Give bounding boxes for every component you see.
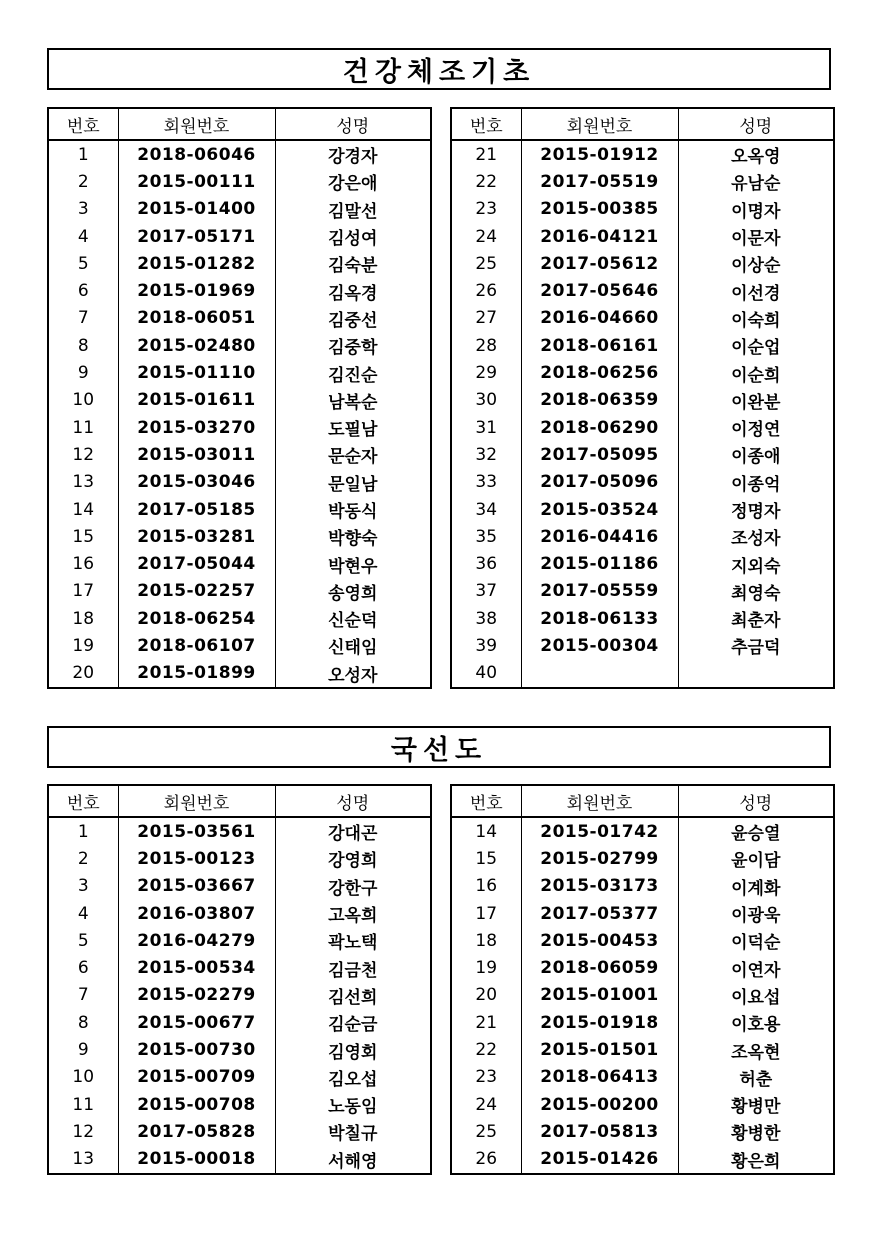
row-number: 5 [48, 250, 118, 277]
member-name: 이광욱 [678, 900, 834, 927]
member-id: 2015-01282 [118, 250, 275, 277]
table-row [48, 277, 431, 304]
row-number: 2 [48, 168, 118, 195]
member-name: 김옥경 [275, 277, 431, 304]
member-name: 김선희 [275, 982, 431, 1009]
member-name [678, 660, 834, 688]
member-name: 강은애 [275, 168, 431, 195]
row-number: 7 [48, 305, 118, 332]
member-name: 김영회 [275, 1036, 431, 1063]
header-name: 성명 [678, 785, 834, 817]
table-row [451, 873, 834, 900]
table-row [451, 1146, 834, 1174]
row-number: 13 [48, 469, 118, 496]
table-row [48, 578, 431, 605]
row-number: 20 [48, 660, 118, 688]
table-row [451, 660, 834, 688]
table-row [451, 845, 834, 872]
table-row [451, 496, 834, 523]
table-row [48, 927, 431, 954]
member-name: 김금천 [275, 954, 431, 981]
row-number: 11 [48, 414, 118, 441]
table-row [451, 523, 834, 550]
member-name: 박칠규 [275, 1118, 431, 1145]
row-number: 1 [48, 140, 118, 168]
member-id: 2017-05171 [118, 223, 275, 250]
member-name: 김숙분 [275, 250, 431, 277]
member-id: 2015-00709 [118, 1064, 275, 1091]
member-id: 2015-01001 [521, 982, 678, 1009]
table-row [451, 305, 834, 332]
member-id: 2015-01501 [521, 1036, 678, 1063]
member-id: 2017-05612 [521, 250, 678, 277]
row-number: 13 [48, 1146, 118, 1174]
member-name: 이숙희 [678, 305, 834, 332]
member-name: 윤이담 [678, 845, 834, 872]
member-name: 이연자 [678, 954, 834, 981]
member-name: 남복순 [275, 387, 431, 414]
row-number: 7 [48, 982, 118, 1009]
member-name: 도필남 [275, 414, 431, 441]
member-id [521, 660, 678, 688]
row-number: 3 [48, 873, 118, 900]
member-name: 문순자 [275, 441, 431, 468]
row-number: 24 [451, 223, 521, 250]
table-row [451, 550, 834, 577]
member-name: 윤승열 [678, 817, 834, 845]
member-name: 조성자 [678, 523, 834, 550]
member-id: 2017-05813 [521, 1118, 678, 1145]
row-number: 1 [48, 817, 118, 845]
table-row [48, 1064, 431, 1091]
table-row [451, 1036, 834, 1063]
table-row [451, 168, 834, 195]
row-number: 12 [48, 441, 118, 468]
member-name: 이종애 [678, 441, 834, 468]
row-number: 27 [451, 305, 521, 332]
member-name: 이계화 [678, 873, 834, 900]
member-id: 2015-00730 [118, 1036, 275, 1063]
table-row [48, 441, 431, 468]
row-number: 3 [48, 196, 118, 223]
member-id: 2018-06290 [521, 414, 678, 441]
table-row [48, 140, 431, 168]
member-name: 황병한 [678, 1118, 834, 1145]
member-id: 2015-00677 [118, 1009, 275, 1036]
member-name: 이순업 [678, 332, 834, 359]
row-number: 37 [451, 578, 521, 605]
member-name: 강영희 [275, 845, 431, 872]
member-name: 노동임 [275, 1091, 431, 1118]
row-number: 36 [451, 550, 521, 577]
member-name: 김중학 [275, 332, 431, 359]
table-row [48, 223, 431, 250]
table-row [451, 900, 834, 927]
member-id: 2017-05646 [521, 277, 678, 304]
member-id: 2015-03173 [521, 873, 678, 900]
member-name: 박동식 [275, 496, 431, 523]
member-id: 2015-02257 [118, 578, 275, 605]
row-number: 4 [48, 223, 118, 250]
row-number: 5 [48, 927, 118, 954]
table-row [451, 982, 834, 1009]
header-member-id: 회원번호 [521, 785, 678, 817]
member-id: 2018-06256 [521, 359, 678, 386]
section-title-2: 국선도 [47, 726, 831, 768]
member-id: 2015-03011 [118, 441, 275, 468]
row-number: 8 [48, 332, 118, 359]
member-name: 김말선 [275, 196, 431, 223]
member-id: 2015-00200 [521, 1091, 678, 1118]
row-number: 21 [451, 1009, 521, 1036]
table-row [451, 387, 834, 414]
row-number: 32 [451, 441, 521, 468]
roster-table-2-right [450, 784, 835, 1175]
table-row [48, 168, 431, 195]
member-id: 2015-03281 [118, 523, 275, 550]
member-id: 2017-05519 [521, 168, 678, 195]
row-number: 34 [451, 496, 521, 523]
row-number: 6 [48, 277, 118, 304]
member-id: 2015-00453 [521, 927, 678, 954]
table-row [451, 250, 834, 277]
member-id: 2015-03270 [118, 414, 275, 441]
member-name: 이정연 [678, 414, 834, 441]
member-id: 2018-06059 [521, 954, 678, 981]
row-number: 9 [48, 1036, 118, 1063]
table-row [48, 332, 431, 359]
table-header-row [451, 108, 834, 140]
roster-table-2-left [47, 784, 432, 1175]
row-number: 6 [48, 954, 118, 981]
member-name: 오성자 [275, 660, 431, 688]
member-id: 2018-06359 [521, 387, 678, 414]
table-header-row [48, 108, 431, 140]
table-row [451, 332, 834, 359]
row-number: 15 [451, 845, 521, 872]
table-row [48, 982, 431, 1009]
table-row [451, 1091, 834, 1118]
member-name: 최춘자 [678, 605, 834, 632]
member-name: 유남순 [678, 168, 834, 195]
table-row [451, 196, 834, 223]
member-name: 김오섭 [275, 1064, 431, 1091]
member-id: 2015-00708 [118, 1091, 275, 1118]
row-number: 25 [451, 250, 521, 277]
member-name: 김진순 [275, 359, 431, 386]
row-number: 23 [451, 1064, 521, 1091]
member-name: 박향숙 [275, 523, 431, 550]
row-number: 9 [48, 359, 118, 386]
table-row [451, 359, 834, 386]
member-id: 2018-06133 [521, 605, 678, 632]
table-row [48, 523, 431, 550]
row-number: 35 [451, 523, 521, 550]
table-row [48, 387, 431, 414]
member-id: 2015-01611 [118, 387, 275, 414]
header-number: 번호 [451, 108, 521, 140]
member-id: 2017-05185 [118, 496, 275, 523]
table-header-row [451, 785, 834, 817]
section-title-1: 건강체조기초 [47, 48, 831, 90]
member-id: 2015-00534 [118, 954, 275, 981]
member-name: 추금덕 [678, 632, 834, 659]
member-id: 2018-06161 [521, 332, 678, 359]
member-id: 2015-00111 [118, 168, 275, 195]
member-id: 2015-01969 [118, 277, 275, 304]
member-name: 이호용 [678, 1009, 834, 1036]
row-number: 14 [48, 496, 118, 523]
member-name: 이상순 [678, 250, 834, 277]
table-row [48, 1036, 431, 1063]
header-number: 번호 [451, 785, 521, 817]
member-name: 이완분 [678, 387, 834, 414]
member-id: 2017-05377 [521, 900, 678, 927]
member-id: 2015-03046 [118, 469, 275, 496]
row-number: 17 [451, 900, 521, 927]
member-id: 2015-01426 [521, 1146, 678, 1174]
row-number: 11 [48, 1091, 118, 1118]
member-name: 송영희 [275, 578, 431, 605]
member-id: 2016-04279 [118, 927, 275, 954]
member-id: 2015-03561 [118, 817, 275, 845]
member-id: 2016-04121 [521, 223, 678, 250]
header-name: 성명 [275, 108, 431, 140]
member-id: 2015-01918 [521, 1009, 678, 1036]
table-row [451, 1118, 834, 1145]
member-id: 2017-05828 [118, 1118, 275, 1145]
member-id: 2017-05559 [521, 578, 678, 605]
member-name: 이덕순 [678, 927, 834, 954]
table-row [48, 359, 431, 386]
row-number: 26 [451, 1146, 521, 1174]
row-number: 40 [451, 660, 521, 688]
member-id: 2018-06051 [118, 305, 275, 332]
row-number: 2 [48, 845, 118, 872]
member-id: 2016-03807 [118, 900, 275, 927]
row-number: 29 [451, 359, 521, 386]
table-row [451, 1009, 834, 1036]
table-row [48, 250, 431, 277]
member-id: 2015-00304 [521, 632, 678, 659]
table-row [48, 1146, 431, 1174]
row-number: 25 [451, 1118, 521, 1145]
member-id: 2015-01110 [118, 359, 275, 386]
table-row [48, 1091, 431, 1118]
table-row [451, 223, 834, 250]
member-name: 이종억 [678, 469, 834, 496]
row-number: 31 [451, 414, 521, 441]
member-name: 강경자 [275, 140, 431, 168]
row-number: 17 [48, 578, 118, 605]
member-id: 2015-01742 [521, 817, 678, 845]
table-row [48, 900, 431, 927]
member-id: 2015-00385 [521, 196, 678, 223]
row-number: 24 [451, 1091, 521, 1118]
member-name: 문일남 [275, 469, 431, 496]
member-name: 지외숙 [678, 550, 834, 577]
member-id: 2015-02480 [118, 332, 275, 359]
member-name: 곽노택 [275, 927, 431, 954]
table-row [48, 817, 431, 845]
table-row [48, 632, 431, 659]
member-name: 김순금 [275, 1009, 431, 1036]
member-name: 강대곤 [275, 817, 431, 845]
member-id: 2017-05096 [521, 469, 678, 496]
member-id: 2017-05095 [521, 441, 678, 468]
member-id: 2016-04660 [521, 305, 678, 332]
member-name: 강한구 [275, 873, 431, 900]
table-header-row [48, 785, 431, 817]
table-row [48, 305, 431, 332]
row-number: 10 [48, 387, 118, 414]
header-name: 성명 [275, 785, 431, 817]
table-row [451, 441, 834, 468]
header-member-id: 회원번호 [521, 108, 678, 140]
header-member-id: 회원번호 [118, 785, 275, 817]
member-id: 2018-06413 [521, 1064, 678, 1091]
row-number: 28 [451, 332, 521, 359]
row-number: 38 [451, 605, 521, 632]
table-row [48, 845, 431, 872]
member-name: 서해영 [275, 1146, 431, 1174]
row-number: 33 [451, 469, 521, 496]
row-number: 14 [451, 817, 521, 845]
member-id: 2015-01912 [521, 140, 678, 168]
member-id: 2015-01899 [118, 660, 275, 688]
table-row [451, 1064, 834, 1091]
table-row [451, 605, 834, 632]
member-name: 황은희 [678, 1146, 834, 1174]
member-id: 2018-06046 [118, 140, 275, 168]
row-number: 10 [48, 1064, 118, 1091]
member-name: 정명자 [678, 496, 834, 523]
row-number: 22 [451, 1036, 521, 1063]
member-name: 이순희 [678, 359, 834, 386]
roster-table-1-left [47, 107, 432, 689]
table-row [48, 660, 431, 688]
row-number: 4 [48, 900, 118, 927]
member-name: 조옥현 [678, 1036, 834, 1063]
member-name: 신태임 [275, 632, 431, 659]
member-name: 이문자 [678, 223, 834, 250]
member-id: 2015-03524 [521, 496, 678, 523]
member-id: 2016-04416 [521, 523, 678, 550]
row-number: 39 [451, 632, 521, 659]
header-name: 성명 [678, 108, 834, 140]
member-name: 신순덕 [275, 605, 431, 632]
table-row [48, 550, 431, 577]
row-number: 22 [451, 168, 521, 195]
row-number: 26 [451, 277, 521, 304]
table-row [48, 414, 431, 441]
member-name: 황병만 [678, 1091, 834, 1118]
member-id: 2015-03667 [118, 873, 275, 900]
table-row [451, 140, 834, 168]
table-row [48, 605, 431, 632]
table-row [48, 469, 431, 496]
row-number: 21 [451, 140, 521, 168]
header-member-id: 회원번호 [118, 108, 275, 140]
member-name: 최영숙 [678, 578, 834, 605]
table-row [451, 954, 834, 981]
member-id: 2018-06254 [118, 605, 275, 632]
table-row [48, 1009, 431, 1036]
member-name: 김성여 [275, 223, 431, 250]
table-row [48, 496, 431, 523]
header-number: 번호 [48, 785, 118, 817]
row-number: 23 [451, 196, 521, 223]
table-row [48, 196, 431, 223]
member-name: 이명자 [678, 196, 834, 223]
table-row [451, 632, 834, 659]
row-number: 15 [48, 523, 118, 550]
table-row [451, 414, 834, 441]
row-number: 8 [48, 1009, 118, 1036]
row-number: 20 [451, 982, 521, 1009]
table-row [451, 277, 834, 304]
row-number: 18 [451, 927, 521, 954]
table-row [48, 1118, 431, 1145]
row-number: 16 [48, 550, 118, 577]
row-number: 19 [451, 954, 521, 981]
member-id: 2017-05044 [118, 550, 275, 577]
table-row [451, 578, 834, 605]
member-id: 2015-02799 [521, 845, 678, 872]
row-number: 16 [451, 873, 521, 900]
roster-table-1-right [450, 107, 835, 689]
member-id: 2015-00123 [118, 845, 275, 872]
member-name: 고옥희 [275, 900, 431, 927]
header-number: 번호 [48, 108, 118, 140]
member-id: 2015-02279 [118, 982, 275, 1009]
member-name: 이요섭 [678, 982, 834, 1009]
member-name: 오옥영 [678, 140, 834, 168]
member-id: 2015-00018 [118, 1146, 275, 1174]
member-name: 김중선 [275, 305, 431, 332]
member-id: 2018-06107 [118, 632, 275, 659]
row-number: 19 [48, 632, 118, 659]
member-name: 허춘 [678, 1064, 834, 1091]
member-id: 2015-01400 [118, 196, 275, 223]
member-name: 박현우 [275, 550, 431, 577]
table-row [451, 469, 834, 496]
table-row [48, 954, 431, 981]
member-name: 이선경 [678, 277, 834, 304]
table-row [451, 817, 834, 845]
table-row [451, 927, 834, 954]
member-id: 2015-01186 [521, 550, 678, 577]
row-number: 12 [48, 1118, 118, 1145]
row-number: 30 [451, 387, 521, 414]
row-number: 18 [48, 605, 118, 632]
table-row [48, 873, 431, 900]
